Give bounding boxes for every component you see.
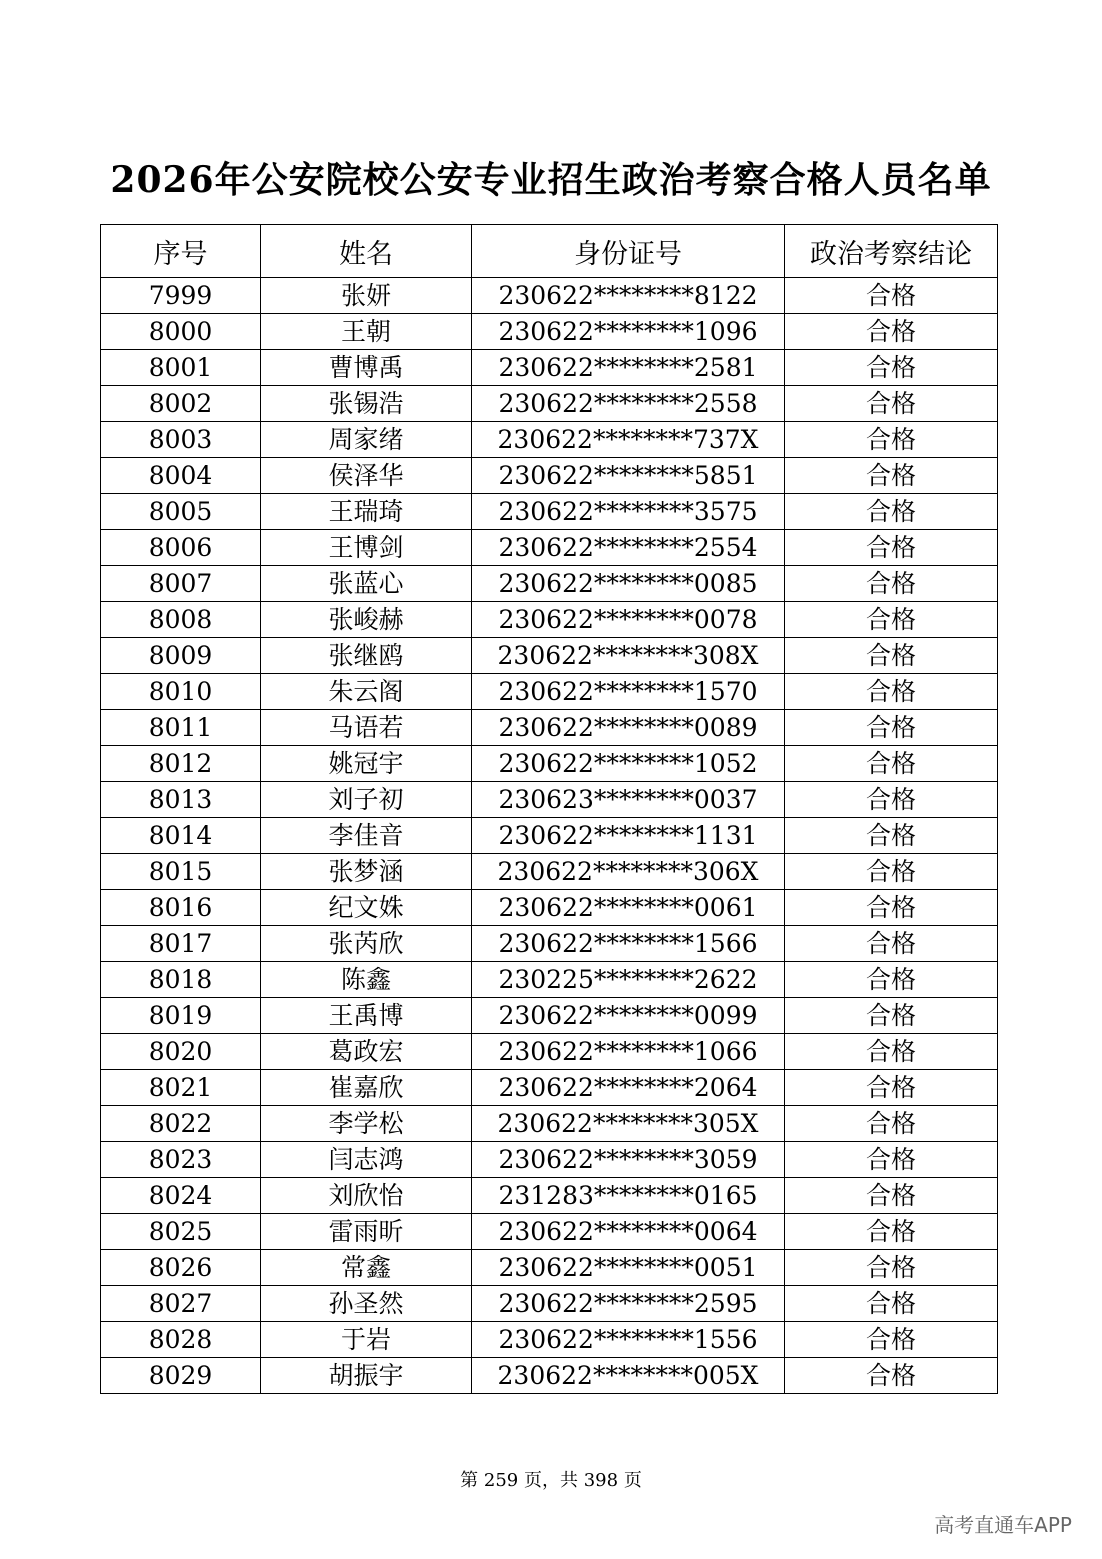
- cell-id-number: 230622********0099: [472, 998, 785, 1034]
- table-row: [101, 890, 998, 926]
- cell-id-number: 230622********0085: [472, 566, 785, 602]
- cell-conclusion: 合格: [785, 314, 998, 350]
- cell-name: 纪文姝: [261, 890, 472, 926]
- cell-name: 于岩: [261, 1322, 472, 1358]
- cell-conclusion: 合格: [785, 674, 998, 710]
- cell-name: 崔嘉欣: [261, 1070, 472, 1106]
- footer-prefix: 第: [460, 1470, 479, 1491]
- cell-index: 8000: [101, 314, 261, 350]
- table-body: [101, 278, 998, 1394]
- cell-index: 8006: [101, 530, 261, 566]
- cell-name: 朱云阁: [261, 674, 472, 710]
- cell-index: 8011: [101, 710, 261, 746]
- cell-name: 张峻赫: [261, 602, 472, 638]
- cell-name: 张梦涵: [261, 854, 472, 890]
- cell-index: 8017: [101, 926, 261, 962]
- cell-id-number: 230622********306X: [472, 854, 785, 890]
- table-row: [101, 350, 998, 386]
- cell-conclusion: 合格: [785, 818, 998, 854]
- cell-id-number: 230622********8122: [472, 278, 785, 314]
- cell-conclusion: 合格: [785, 494, 998, 530]
- table-row: [101, 458, 998, 494]
- table-row: [101, 530, 998, 566]
- cell-id-number: 230622********1556: [472, 1322, 785, 1358]
- cell-conclusion: 合格: [785, 422, 998, 458]
- cell-name: 闫志鸿: [261, 1142, 472, 1178]
- cell-name: 刘欣怡: [261, 1178, 472, 1214]
- table-row: [101, 1214, 998, 1250]
- table-row: [101, 314, 998, 350]
- cell-conclusion: 合格: [785, 1214, 998, 1250]
- cell-name: 张蓝心: [261, 566, 472, 602]
- cell-conclusion: 合格: [785, 278, 998, 314]
- cell-conclusion: 合格: [785, 746, 998, 782]
- table-row: [101, 1142, 998, 1178]
- table-row: [101, 782, 998, 818]
- cell-conclusion: 合格: [785, 1142, 998, 1178]
- cell-conclusion: 合格: [785, 1034, 998, 1070]
- cell-id-number: 230622********1131: [472, 818, 785, 854]
- table-row: [101, 638, 998, 674]
- cell-index: 8001: [101, 350, 261, 386]
- cell-id-number: 230622********0064: [472, 1214, 785, 1250]
- cell-conclusion: 合格: [785, 458, 998, 494]
- cell-id-number: 230622********0051: [472, 1250, 785, 1286]
- cell-index: 8025: [101, 1214, 261, 1250]
- cell-id-number: 230622********1096: [472, 314, 785, 350]
- table-row: [101, 566, 998, 602]
- header-index: 序号: [101, 225, 261, 278]
- cell-id-number: 230622********005X: [472, 1358, 785, 1394]
- header-conclusion: 政治考察结论: [785, 225, 998, 278]
- cell-name: 王博剑: [261, 530, 472, 566]
- cell-name: 姚冠宇: [261, 746, 472, 782]
- cell-index: 8013: [101, 782, 261, 818]
- footer-suffix: 页: [623, 1470, 642, 1491]
- cell-name: 张锡浩: [261, 386, 472, 422]
- cell-name: 李佳音: [261, 818, 472, 854]
- table-row: [101, 1250, 998, 1286]
- cell-name: 常鑫: [261, 1250, 472, 1286]
- table-row: [101, 1358, 998, 1394]
- cell-name: 雷雨昕: [261, 1214, 472, 1250]
- cell-conclusion: 合格: [785, 1106, 998, 1142]
- table-row: [101, 1286, 998, 1322]
- footer-total-pages: 398: [583, 1470, 619, 1491]
- cell-conclusion: 合格: [785, 350, 998, 386]
- cell-conclusion: 合格: [785, 926, 998, 962]
- cell-id-number: 230622********1566: [472, 926, 785, 962]
- table-row: [101, 278, 998, 314]
- cell-conclusion: 合格: [785, 854, 998, 890]
- cell-conclusion: 合格: [785, 890, 998, 926]
- cell-id-number: 230622********2595: [472, 1286, 785, 1322]
- cell-name: 葛政宏: [261, 1034, 472, 1070]
- cell-index: 7999: [101, 278, 261, 314]
- table-row: [101, 818, 998, 854]
- cell-conclusion: 合格: [785, 1250, 998, 1286]
- cell-id-number: 230622********2558: [472, 386, 785, 422]
- cell-id-number: 230622********0061: [472, 890, 785, 926]
- cell-name: 张继鸥: [261, 638, 472, 674]
- watermark: 高考直通车APP: [934, 1513, 1072, 1537]
- cell-conclusion: 合格: [785, 1322, 998, 1358]
- table-row: [101, 1322, 998, 1358]
- cell-conclusion: 合格: [785, 1070, 998, 1106]
- cell-id-number: 231283********0165: [472, 1178, 785, 1214]
- table-row: [101, 1034, 998, 1070]
- cell-name: 张芮欣: [261, 926, 472, 962]
- cell-index: 8020: [101, 1034, 261, 1070]
- cell-index: 8018: [101, 962, 261, 998]
- cell-conclusion: 合格: [785, 1358, 998, 1394]
- table-row: [101, 710, 998, 746]
- cell-id-number: 230622********1570: [472, 674, 785, 710]
- cell-index: 8010: [101, 674, 261, 710]
- cell-conclusion: 合格: [785, 638, 998, 674]
- table-row: [101, 674, 998, 710]
- cell-conclusion: 合格: [785, 566, 998, 602]
- cell-id-number: 230622********2064: [472, 1070, 785, 1106]
- cell-id-number: 230622********3059: [472, 1142, 785, 1178]
- cell-conclusion: 合格: [785, 530, 998, 566]
- cell-index: 8024: [101, 1178, 261, 1214]
- table-row: [101, 998, 998, 1034]
- cell-id-number: 230622********308X: [472, 638, 785, 674]
- cell-name: 曹博禹: [261, 350, 472, 386]
- cell-id-number: 230623********0037: [472, 782, 785, 818]
- cell-id-number: 230622********5851: [472, 458, 785, 494]
- table-row: [101, 602, 998, 638]
- cell-index: 8028: [101, 1322, 261, 1358]
- cell-id-number: 230622********0078: [472, 602, 785, 638]
- roster-table: [100, 224, 998, 1394]
- cell-index: 8003: [101, 422, 261, 458]
- page-footer: [0, 1466, 1102, 1492]
- cell-id-number: 230622********0089: [472, 710, 785, 746]
- cell-name: 李学松: [261, 1106, 472, 1142]
- cell-id-number: 230622********1052: [472, 746, 785, 782]
- cell-index: 8019: [101, 998, 261, 1034]
- cell-index: 8007: [101, 566, 261, 602]
- cell-id-number: 230622********1066: [472, 1034, 785, 1070]
- page-title: 2026年公安院校公安专业招生政治考察合格人员名单: [110, 159, 992, 201]
- cell-index: 8009: [101, 638, 261, 674]
- cell-index: 8022: [101, 1106, 261, 1142]
- table-row: [101, 386, 998, 422]
- cell-index: 8021: [101, 1070, 261, 1106]
- footer-page-number: 259: [483, 1470, 519, 1491]
- table-row: [101, 926, 998, 962]
- table-row: [101, 1106, 998, 1142]
- cell-name: 马语若: [261, 710, 472, 746]
- cell-index: 8027: [101, 1286, 261, 1322]
- cell-index: 8015: [101, 854, 261, 890]
- table-row: [101, 746, 998, 782]
- cell-name: 侯泽华: [261, 458, 472, 494]
- cell-index: 8023: [101, 1142, 261, 1178]
- footer-middle: 页，共: [524, 1470, 578, 1491]
- cell-index: 8005: [101, 494, 261, 530]
- table-row: [101, 422, 998, 458]
- cell-index: 8002: [101, 386, 261, 422]
- cell-name: 周家绪: [261, 422, 472, 458]
- cell-id-number: 230225********2622: [472, 962, 785, 998]
- table-row: [101, 1070, 998, 1106]
- cell-name: 陈鑫: [261, 962, 472, 998]
- table-header-row: [101, 225, 998, 278]
- cell-conclusion: 合格: [785, 782, 998, 818]
- cell-conclusion: 合格: [785, 962, 998, 998]
- cell-id-number: 230622********2554: [472, 530, 785, 566]
- cell-index: 8029: [101, 1358, 261, 1394]
- cell-conclusion: 合格: [785, 1286, 998, 1322]
- table-row: [101, 962, 998, 998]
- cell-conclusion: 合格: [785, 602, 998, 638]
- cell-id-number: 230622********3575: [472, 494, 785, 530]
- cell-name: 胡振宇: [261, 1358, 472, 1394]
- cell-conclusion: 合格: [785, 386, 998, 422]
- cell-id-number: 230622********305X: [472, 1106, 785, 1142]
- cell-conclusion: 合格: [785, 998, 998, 1034]
- cell-id-number: 230622********737X: [472, 422, 785, 458]
- cell-conclusion: 合格: [785, 1178, 998, 1214]
- table-row: [101, 494, 998, 530]
- cell-index: 8008: [101, 602, 261, 638]
- cell-index: 8004: [101, 458, 261, 494]
- cell-name: 孙圣然: [261, 1286, 472, 1322]
- cell-index: 8016: [101, 890, 261, 926]
- cell-name: 张妍: [261, 278, 472, 314]
- cell-id-number: 230622********2581: [472, 350, 785, 386]
- cell-index: 8014: [101, 818, 261, 854]
- cell-index: 8026: [101, 1250, 261, 1286]
- cell-conclusion: 合格: [785, 710, 998, 746]
- table-row: [101, 1178, 998, 1214]
- cell-index: 8012: [101, 746, 261, 782]
- table-row: [101, 854, 998, 890]
- cell-name: 王朝: [261, 314, 472, 350]
- header-id-number: 身份证号: [472, 225, 785, 278]
- cell-name: 王瑞琦: [261, 494, 472, 530]
- cell-name: 刘子初: [261, 782, 472, 818]
- header-name: 姓名: [261, 225, 472, 278]
- cell-name: 王禹博: [261, 998, 472, 1034]
